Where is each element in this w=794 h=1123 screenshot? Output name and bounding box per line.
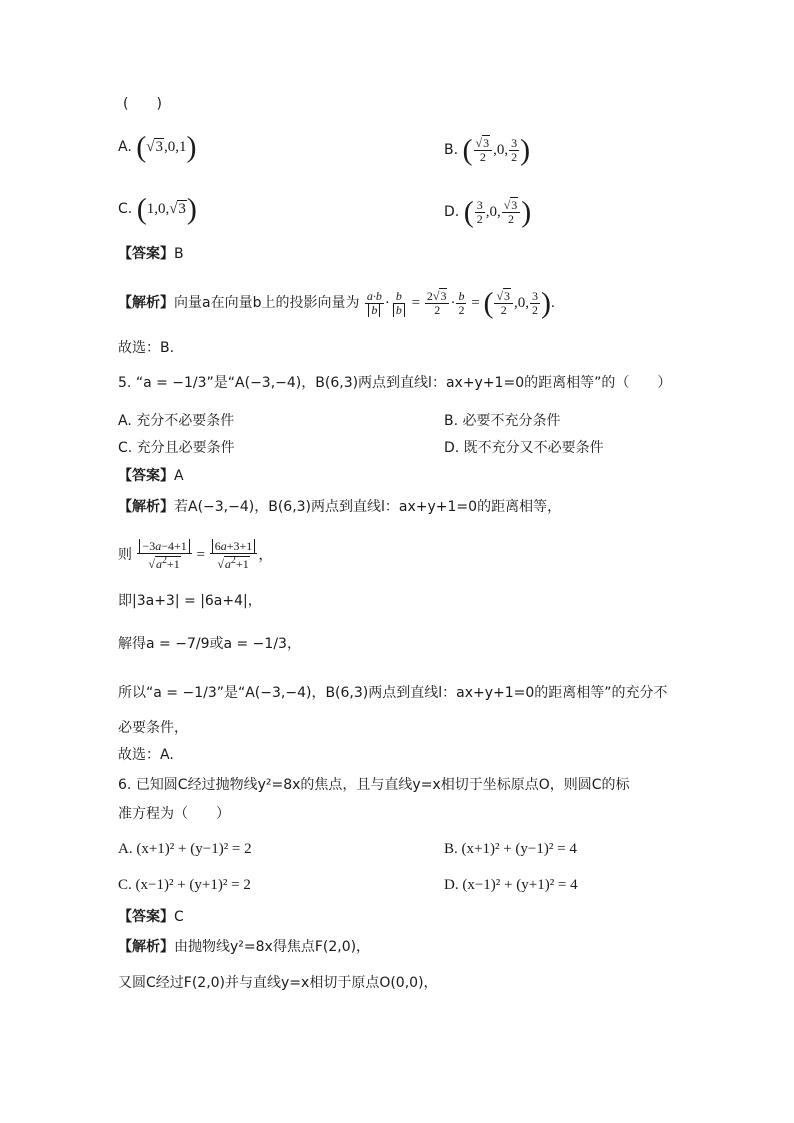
q4-option-b-value: ( $\frac{√3}{2}$ ,0, $\frac{3}{2}$ ): [462, 133, 531, 167]
q6-option-b: B. (x+1)² + (y−1)² = 4: [444, 841, 577, 857]
q4-option-a-label: A.: [118, 139, 132, 155]
q6-answer-value: C: [174, 909, 184, 925]
q5-option-c: C. 充分且必要条件: [118, 440, 235, 456]
q6-option-d: D. (x−1)² + (y+1)² = 4: [444, 877, 578, 893]
q4-option-a: [118, 130, 197, 164]
q4-conclusion: 故选：B.: [118, 340, 175, 356]
q6-answer: [118, 907, 184, 927]
q6-stem-text1: 已知圆C经过抛物线y²=8x的焦点，且与直线y=x相切于坐标原点O，则圆C的标: [135, 777, 630, 793]
q5-stem-text: “a = −1/3”是“A(−3,−4)，B(6,3)两点到直线l：ax+y+1=0的距离相等”的（ ）: [135, 375, 672, 391]
q5-option-a: A. 充分不必要条件: [118, 413, 235, 429]
q4-answer-value: B: [174, 246, 184, 262]
q6-analysis-line2: 又圆C经过F(2,0)并与直线y=x相切于原点O(0,0)，: [118, 975, 438, 991]
q6-analysis-text1: 由抛物线y²=8x得焦点F(2,0)，: [174, 939, 371, 955]
q5-conclusion: 故选：A.: [118, 747, 174, 763]
q4-stem-tail: ( ): [123, 96, 162, 112]
q6-option-c: C. (x−1)² + (y+1)² = 2: [118, 877, 251, 893]
q5-analysis-line5: 所以“a = −1/3”是“A(−3,−4)，B(6,3)两点到直线l：ax+y+1=0的距离相等”的充分不: [118, 685, 668, 701]
q6-stem-line1: [118, 775, 630, 795]
q6-stem-line2: 准方程为（ ）: [118, 806, 230, 822]
q6-answer-tag: 【答案】: [118, 909, 174, 925]
q4-projection-formula: $\frac{a\cdot b}{b}$ · $\frac{b}{b}$ = $\frac{2√3}{2}$ · $\frac{b}{2}$ = ( $\frac{√3}{2}$ ,0, $\frac{3}{2}$ ).: [366, 286, 555, 320]
q5-answer-tag: 【答案】: [118, 468, 174, 484]
q4-option-b: [444, 133, 531, 167]
q4-analysis-tag: 【解析】: [118, 294, 174, 311]
q4-option-b-label: B.: [444, 141, 459, 158]
q5-stem: [118, 373, 671, 393]
q4-answer: [118, 244, 184, 264]
q5-answer-value: A: [174, 468, 184, 484]
q5-analysis-line4: 解得a = −7/9或a = −1/3，: [118, 636, 301, 652]
q5-distance-equation: $\frac{-3a-4+1}{√a^2+1}$ = $\frac{6a+3+1}{√a^2+1}$ ，: [136, 547, 273, 563]
q5-number: 5.: [118, 375, 132, 391]
q4-analysis: [118, 286, 555, 320]
q5-option-b: B. 必要不充分条件: [444, 413, 561, 429]
q6-analysis-line1: [118, 937, 370, 957]
q5-analysis-text1: 若A(−3,−4)，B(6,3)两点到直线l：ax+y+1=0的距离相等，: [174, 499, 562, 515]
q5-analysis-tag: 【解析】: [118, 499, 174, 515]
q5-analysis-line6: 必要条件，: [118, 720, 188, 736]
q5-analysis-line1: [118, 497, 561, 517]
q4-answer-tag: 【答案】: [118, 246, 174, 262]
q4-option-d-value: ( $\frac{3}{2}$ ,0, $\frac{√3}{2}$ ): [463, 195, 532, 229]
q6-analysis-tag: 【解析】: [118, 939, 174, 955]
q4-analysis-text: 向量a在向量b上的投影向量为: [174, 294, 360, 311]
q5-answer: [118, 466, 184, 486]
q5-analysis-line2: [118, 540, 273, 571]
q5-option-d: D. 既不充分又不必要条件: [444, 440, 604, 456]
q4-option-c-value: (1,0,√3): [136, 192, 197, 226]
q4-option-a-value: (√3,0,1): [136, 130, 197, 164]
q4-option-d: [444, 195, 532, 229]
q4-option-c-label: C.: [118, 201, 133, 217]
q4-option-c: [118, 192, 197, 226]
q5-line2-prefix: 则: [118, 546, 132, 563]
q5-analysis-line3: 即|3a+3| = |6a+4|，: [118, 593, 262, 609]
q6-option-a: A. (x+1)² + (y−1)² = 2: [118, 841, 252, 857]
q6-number: 6.: [118, 777, 132, 793]
q4-option-d-label: D.: [444, 203, 460, 220]
